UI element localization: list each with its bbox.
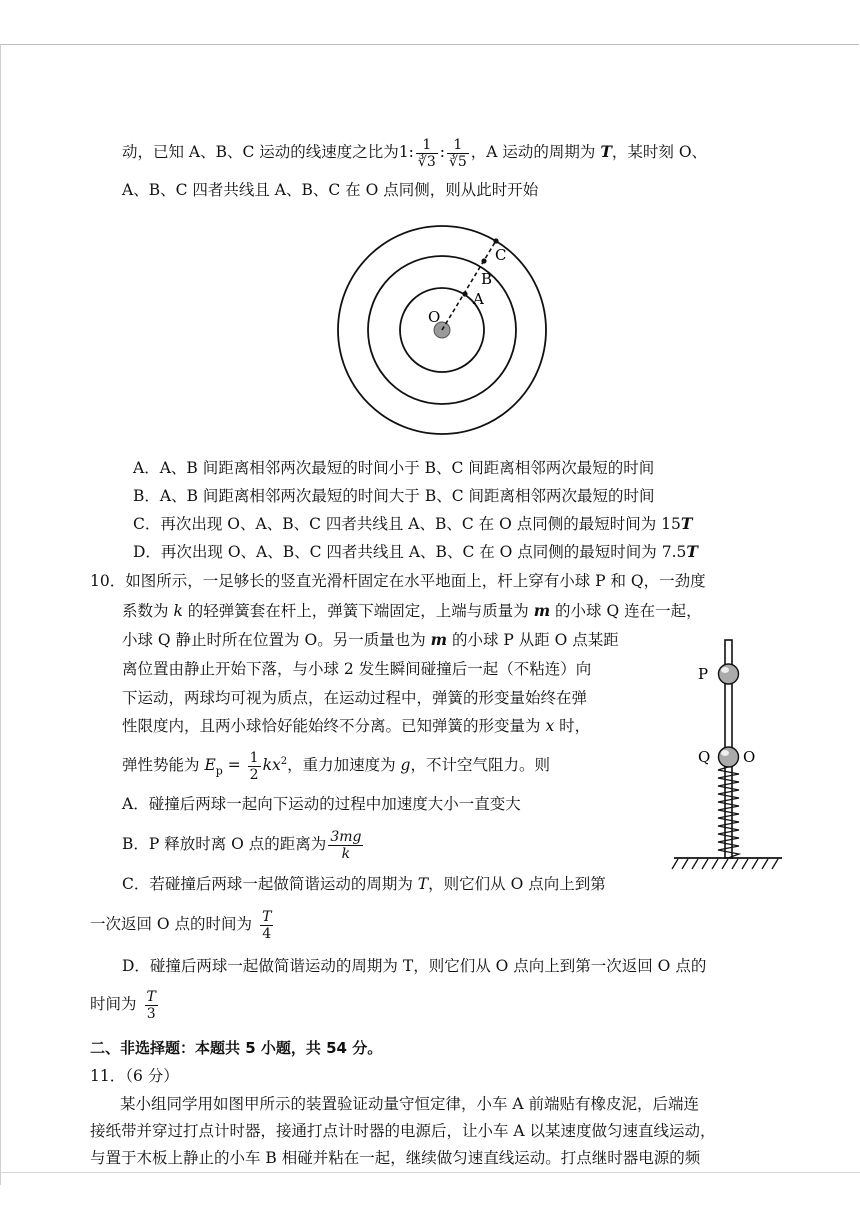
q10-line3: 小球 Q 静止时所在位置为 O。另一质量也为 m 的小球 P 从距 O 点某距 [122,630,619,649]
ground-hatch [672,859,778,869]
q9-option-a: A．A、B 间距离相邻两次最短的时间小于 B、C 间距离相邻两次最短的时间 [133,459,655,477]
q10-line7: 弹性势能为 $E_p$ = $\frac{1}{2}$ $kx^2$，重力加速度为 g，不计空气阻力。则 [122,749,550,783]
label-o-position: O [743,748,756,766]
ball-p [719,664,739,684]
ball-q [719,747,739,767]
ratio-fraction-2: $\frac{1}{∛5}$ [448,136,467,170]
label-b: B [481,270,493,288]
q10-option-d-line1: D．碰撞后两球一起做简谐运动的周期为 T，则它们从 O 点向上到第一次返回 O 点的 [122,957,707,975]
option-d-fraction: $\frac{T}{3}$ [146,988,156,1022]
q10-line6: 性限度内，且两小球恰好能始终不分离。已知弹簧的形变量为 x 时， [122,717,591,735]
q10-line5: 下运动，两球均可视为质点，在运动过程中，弹簧的形变量始终在弹 [122,689,588,707]
spring-rod-diagram [668,636,788,874]
label-p: P [698,665,709,683]
q9-option-d: D．再次出现 O、A、B、C 四者共线且 A、B、C 在 O 点同侧的最短时间为 7.5T [133,542,698,561]
q9-option-b: B．A、B 间距离相邻两次最短的时间大于 B、C 间距离相邻两次最短的时间 [133,487,655,505]
label-q: Q [698,748,711,766]
point-c [493,238,498,243]
label-a: A [473,290,484,308]
q11-line3: 与置于木板上静止的小车 B 相碰并粘在一起，继续做匀速直线运动。打点继时器电源的频 [90,1149,701,1167]
q11-line2: 接纸带并穿过打点计时器，接通打点计时器的电源后，让小车 A 以某速度做匀速直线运动， [90,1122,716,1140]
q11-number: 11．（6 分） [90,1067,179,1085]
ball-q-shine [721,750,729,756]
point-a [462,291,467,296]
q10-line4: 离位置由静止开始下落，与小球 2 发生瞬间碰撞后一起（不粘连）向 [122,660,592,678]
q10-line2: 系数为 k 的轻弹簧套在杆上，弹簧下端固定，上端与质量为 m 的小球 Q 连在一起， [122,601,702,620]
option-b-fraction: $\frac{3mg}{k}$ [330,828,362,862]
point-b [481,258,486,263]
q10-line1: 10．如图所示，一足够长的竖直光滑杆固定在水平地面上，杆上穿有小球 P 和 Q，一劲度 [90,572,706,590]
q9-option-c: C．再次出现 O、A、B、C 四者共线且 A、B、C 在 O 点同侧的最短时间为 15T [133,514,693,533]
section-2-heading: 二、非选择题：本题共 5 小题，共 54 分。 [90,1039,383,1057]
label-c: C [495,246,507,264]
label-o: O [428,308,441,326]
ball-p-shine [721,667,729,673]
page-bottom-rule [0,1172,860,1173]
q11-line1: 某小组同学用如图甲所示的装置验证动量守恒定律，小车 A 前端贴有橡皮泥，后端连 [120,1095,700,1113]
q9-stem-line2: A、B、C 四者共线且 A、B、C 在 O 点同侧，则从此时开始 [122,181,539,199]
q10-option-c-line2: 一次返回 O 点的时间为 $\frac{T}{4}$ [90,908,272,942]
q9-stem-line1: 动，已知 A、B、C 运动的线速度之比为1: $\frac{1}{∛3}$ : $\frac{1}{∛5}$ ，A 运动的周期为 T，某时刻 O、 [122,136,708,170]
ratio-fraction-1: $\frac{1}{∛3}$ [417,136,436,170]
q10-option-c-line1: C．若碰撞后两球一起做简谐运动的周期为 T，则它们从 O 点向上到第 [122,875,606,893]
q10-option-b: B．P 释放时离 O 点的距离为 $\frac{3mg}{k}$ [122,828,362,862]
orbit-diagram [330,214,550,446]
q10-option-a: A．碰撞后两球一起向下运动的过程中加速度大小一直变大 [122,795,521,813]
option-c-fraction: $\frac{T}{4}$ [262,908,272,942]
half-fraction: $\frac{1}{2}$ [249,749,259,783]
q10-option-d-line2: 时间为 $\frac{T}{3}$ [90,988,156,1022]
